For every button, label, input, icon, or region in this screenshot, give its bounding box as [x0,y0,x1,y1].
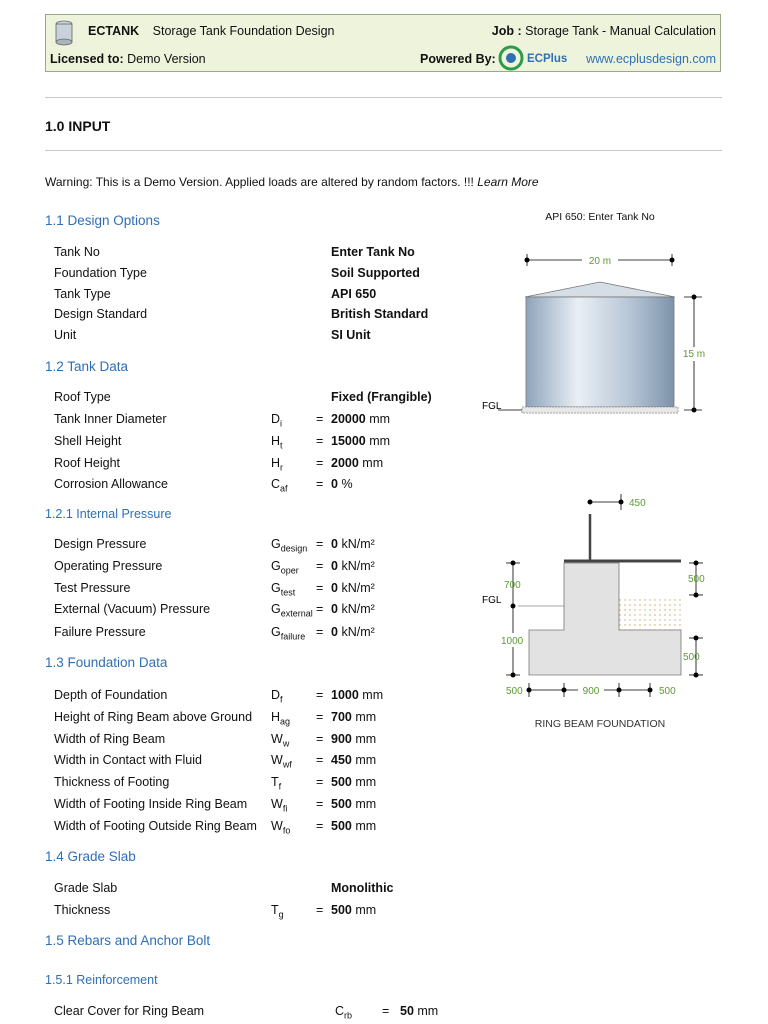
equals-sign: = [316,775,324,789]
roof-type-label: Roof Type [54,390,111,404]
section-grade-slab: 1.4 Grade Slab [45,849,136,864]
learn-more-link[interactable]: Learn More [477,175,539,189]
app-description: Storage Tank Foundation Design [152,24,335,38]
param-symbol: $G_{failure}$ [271,625,306,642]
equals-sign: = [316,434,324,448]
warning-text: Warning: This is a Demo Version. Applied loads are altered by random factors. !!! [45,175,474,189]
equals-sign: = [382,1004,390,1018]
equals-sign: = [316,710,324,724]
param-value: 0 kN/m² [331,625,375,639]
param-value: 450 mm [331,753,377,767]
equals-sign: = [316,797,324,811]
equals-sign: = [316,819,324,833]
param-symbol: $W_{fo}$ [271,819,291,836]
param-label: Tank Inner Diameter [54,412,167,426]
dim-1000: 1000 [501,636,524,647]
param-value: 15000 mm [331,434,391,448]
option-value: British Standard [331,307,429,321]
equals-sign: = [316,688,324,702]
param-value: 20000 mm [331,412,391,426]
tank-figure-title: API 650: Enter Tank No [545,211,655,223]
licensed-value: Demo Version [127,52,206,66]
param-label: Roof Height [54,456,121,470]
param-symbol: $G_{external}$ [271,602,313,619]
clear-cover-label: Clear Cover for Ring Beam [54,1004,205,1018]
app-name: ECTANK [88,24,140,38]
param-label: Depth of Foundation [54,688,168,702]
tank-fgl-label: FGL [482,401,502,412]
param-value: 700 mm [331,710,377,724]
param-symbol: $H_t$ [271,434,283,451]
param-value: 1000 mm [331,688,384,702]
grade-slab-value: Monolithic [331,881,394,895]
tank-logo-icon [54,20,74,46]
dim-500-bottom-left: 500 [506,686,523,697]
equals-sign: = [316,456,324,470]
clear-cover-value: 50 mm [400,1004,439,1018]
param-value: 0 kN/m² [331,602,375,616]
demo-warning [45,175,539,189]
param-value: 900 mm [331,732,377,746]
job-value: Storage Tank - Manual Calculation [525,24,716,38]
brand-name: ECPlus [527,53,568,65]
param-symbol: $D_i$ [271,412,283,429]
option-label: Tank Type [54,287,111,301]
dim-900: 900 [582,686,600,697]
ring-fgl-label: FGL [482,595,502,606]
equals-sign: = [316,537,324,551]
equals-sign: = [316,581,324,595]
grade-slab-label: Grade Slab [54,881,118,895]
equals-sign: = [316,477,324,491]
section-input-title: 1.0 INPUT [45,118,111,134]
equals-sign: = [316,625,324,639]
param-symbol: $T_f$ [271,775,282,792]
equals-sign: = [316,732,324,746]
param-symbol: $G_{oper}$ [271,559,299,576]
param-symbol: $G_{test}$ [271,581,296,598]
dim-700: 700 [504,580,521,591]
equals-sign: = [316,412,324,426]
equals-sign: = [316,753,324,767]
job-label: Job : [491,24,522,38]
dim-500-bottom-right: 500 [659,686,676,697]
param-value: 0 % [331,477,353,491]
clear-cover-symbol: $C_{rb}$ [335,1004,353,1021]
param-label: Test Pressure [54,581,131,595]
option-value: Enter Tank No [331,245,415,259]
param-symbol: $G_{design}$ [271,537,308,554]
param-value: 500 mm [331,819,377,833]
report-header [45,14,721,72]
param-value: 500 mm [331,797,377,811]
ring-beam-diagram [478,488,718,713]
param-label: Failure Pressure [54,625,146,639]
dim-450: 450 [629,498,646,509]
param-label: Width of Ring Beam [54,732,166,746]
thickness-label: Thickness [54,903,111,917]
option-value: API 650 [331,287,377,301]
option-label: Unit [54,328,77,342]
param-label: Width of Footing Outside Ring Beam [54,819,257,833]
ring-beam-caption: RING BEAM FOUNDATION [534,718,666,730]
divider [45,150,722,151]
tank-height-label: 15 m [682,349,706,360]
roof-type-value: Fixed (Frangible) [331,390,432,404]
option-value: SI Unit [331,328,371,342]
param-label: Thickness of Footing [54,775,170,789]
param-value: 500 mm [331,775,377,789]
licensed-label: Licensed to: [50,52,124,66]
equals-sign: = [316,559,324,573]
ecplus-logo-icon [498,45,524,71]
param-symbol: $W_{wf}$ [271,753,292,770]
param-label: Corrosion Allowance [54,477,168,491]
dim-500-right-bottom: 500 [683,652,700,663]
param-label: Width of Footing Inside Ring Beam [54,797,248,811]
param-label: Width in Contact with Fluid [54,753,202,767]
thickness-symbol: $T_g$ [271,903,284,920]
option-label: Design Standard [54,307,148,321]
section-foundation-data: 1.3 Foundation Data [45,655,168,670]
equals-sign: = [316,602,324,616]
param-symbol: $C_{af}$ [271,477,288,494]
thickness-value: 500 mm [331,903,377,917]
param-label: External (Vacuum) Pressure [54,602,211,616]
param-symbol: $W_{fi}$ [271,797,288,814]
tank-diameter-label: 20 m [588,256,612,267]
param-label: Design Pressure [54,537,147,551]
param-symbol: $H_{ag}$ [271,710,291,727]
param-value: 0 kN/m² [331,559,375,573]
param-symbol: $W_w$ [271,732,290,749]
tank-elevation-diagram [478,240,718,430]
section-rebars: 1.5 Rebars and Anchor Bolt [45,933,211,948]
param-label: Operating Pressure [54,559,163,573]
website-link[interactable]: www.ecplusdesign.com [586,52,716,66]
equals-sign: = [316,903,324,917]
section-internal-pressure: 1.2.1 Internal Pressure [45,507,172,521]
option-value: Soil Supported [331,266,420,280]
section-tank-data: 1.2 Tank Data [45,359,129,374]
param-value: 2000 mm [331,456,384,470]
param-value: 0 kN/m² [331,581,375,595]
divider [45,97,722,98]
param-label: Height of Ring Beam above Ground [54,710,253,724]
param-symbol: $D_f$ [271,688,283,705]
param-value: 0 kN/m² [331,537,375,551]
dim-500-right-top: 500 [688,574,705,585]
powered-label: Powered By: [420,52,496,66]
param-label: Shell Height [54,434,122,448]
option-label: Foundation Type [54,266,147,280]
param-symbol: $H_r$ [271,456,284,473]
option-label: Tank No [54,245,100,259]
section-design-options: 1.1 Design Options [45,213,160,228]
section-reinforcement: 1.5.1 Reinforcement [45,973,158,987]
